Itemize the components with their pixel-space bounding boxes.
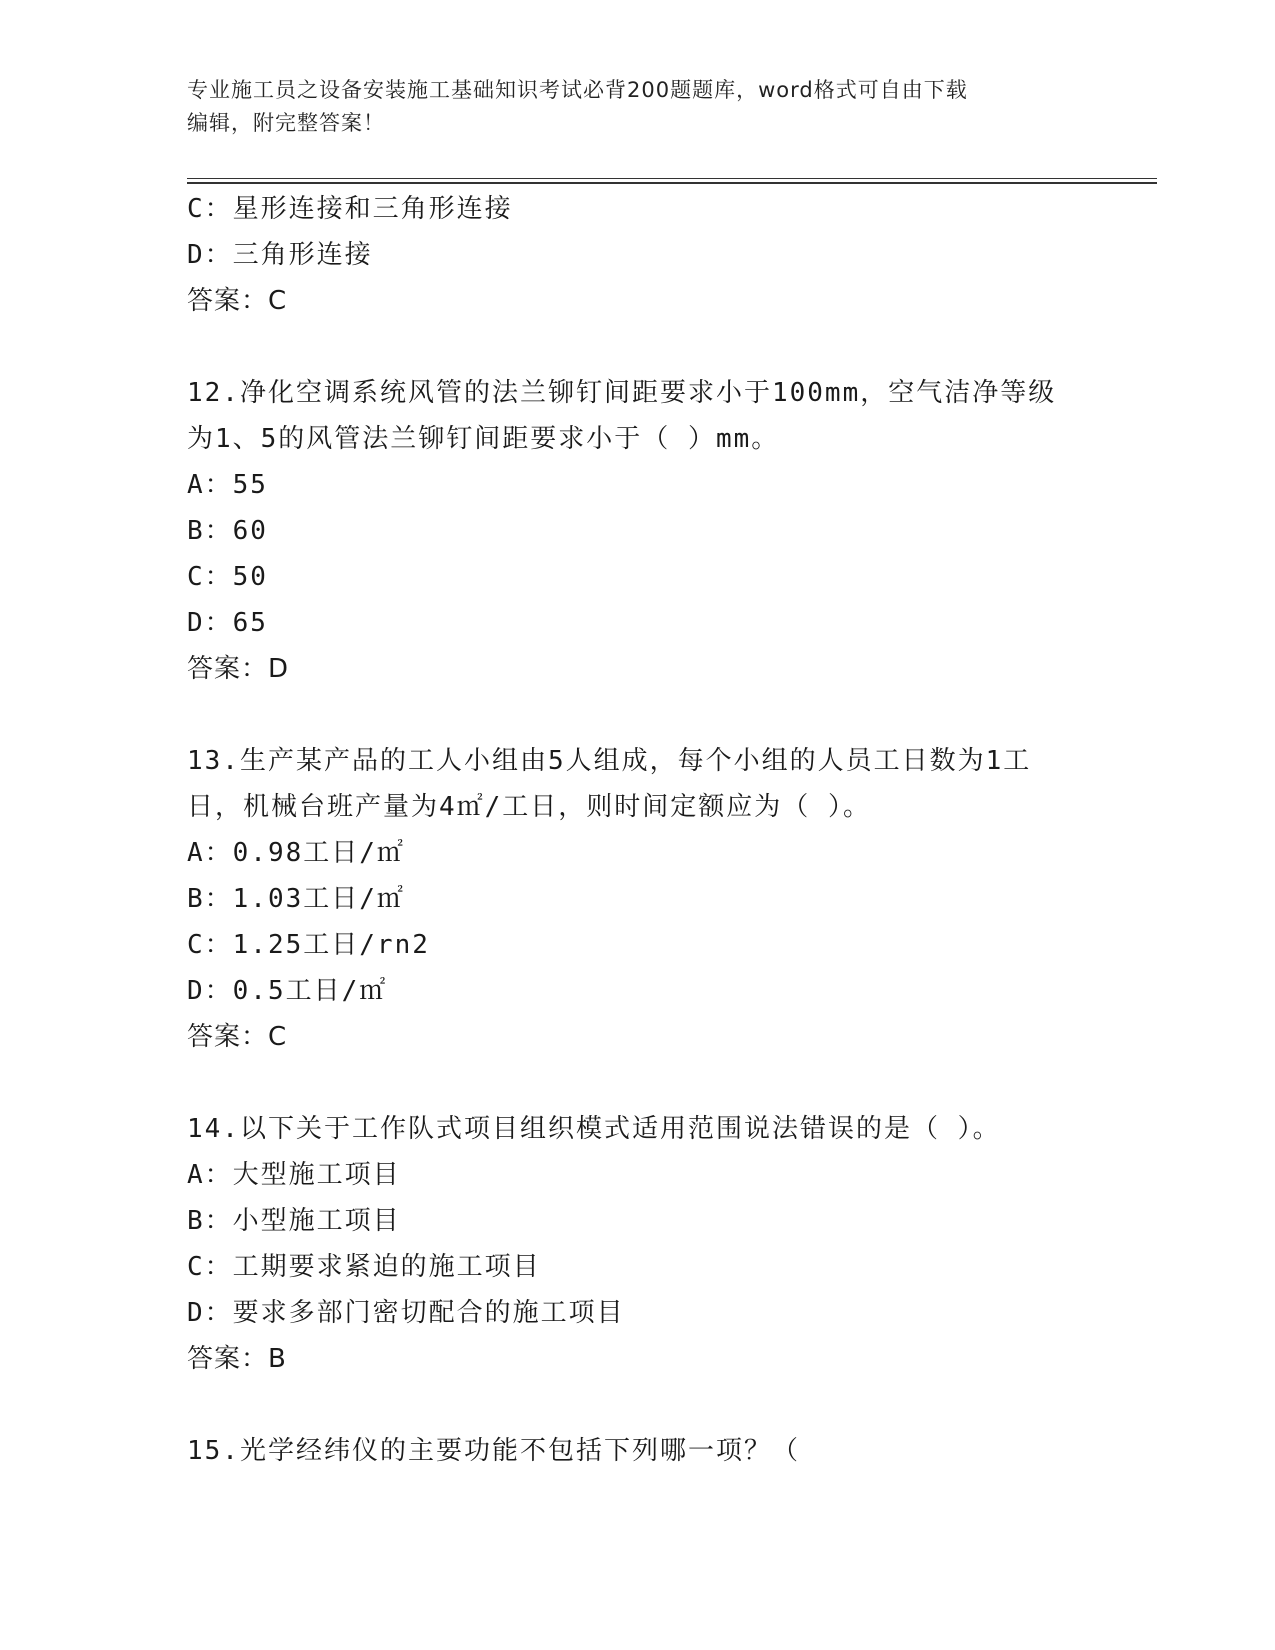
header-title-line-2: 编辑，附完整答案！ (187, 111, 385, 135)
q13-answer: 答案：C (187, 1022, 288, 1052)
q15-stem-line-1: 15.光学经纬仪的主要功能不包括下列哪一项？（ (187, 1436, 800, 1466)
q14-option-a: A：大型施工项目 (187, 1160, 401, 1190)
q14-option-d: D：要求多部门密切配合的施工项目 (187, 1298, 625, 1328)
q13-option-c: C：1.25工日/rn2 (187, 930, 430, 960)
q13-stem-line-2: 日，机械台班产量为4㎡/工日，则时间定额应为（ ）。 (187, 792, 871, 822)
question-spacer (187, 692, 1157, 738)
q12-option-d: D：65 (187, 608, 268, 638)
q13-stem-line-1: 13.生产某产品的工人小组由5人组成，每个小组的人员工日数为1工 (187, 746, 1032, 776)
document-header (187, 74, 1087, 140)
q14-answer: 答案：B (187, 1344, 287, 1374)
q11-option-d: D：三角形连接 (187, 240, 373, 270)
header-divider-thick (187, 182, 1157, 184)
q12-option-c: C：50 (187, 562, 268, 592)
q14-option-c: C：工期要求紧迫的施工项目 (187, 1252, 541, 1282)
q14-stem-line-1: 14.以下关于工作队式项目组织模式适用范围说法错误的是（ ）。 (187, 1114, 1001, 1144)
q12-answer: 答案：D (187, 654, 290, 684)
question-spacer (187, 324, 1157, 370)
q11-answer: 答案：C (187, 286, 288, 316)
q13-option-d: D：0.5工日/㎡ (187, 976, 388, 1006)
q11-option-c: C：星形连接和三角形连接 (187, 194, 513, 224)
header-title-line-1: 专业施工员之设备安装施工基础知识考试必背200题题库，word格式可自由下载 (187, 78, 968, 102)
q12-stem-line-1: 12.净化空调系统风管的法兰铆钉间距要求小于100mm，空气洁净等级 (187, 378, 1057, 408)
question-spacer (187, 1060, 1157, 1106)
q12-stem-line-2: 为1、5的风管法兰铆钉间距要求小于（ ）mm。 (187, 424, 780, 454)
q13-option-a: A：0.98工日/㎡ (187, 838, 405, 868)
question-list (187, 186, 1157, 1474)
q12-option-b: B：60 (187, 516, 268, 546)
q13-option-b: B：1.03工日/㎡ (187, 884, 405, 914)
question-spacer (187, 1382, 1157, 1428)
header-divider-thin (187, 178, 1157, 179)
q12-option-a: A：55 (187, 470, 268, 500)
q14-option-b: B：小型施工项目 (187, 1206, 401, 1236)
